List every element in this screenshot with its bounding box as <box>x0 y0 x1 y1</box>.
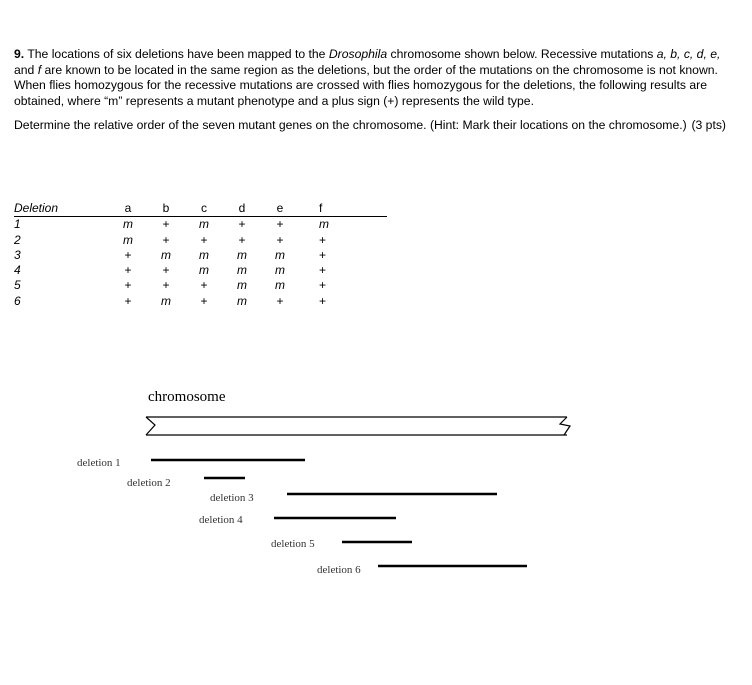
table-cell: m <box>237 263 247 278</box>
deletion-6 <box>317 564 527 576</box>
column-header: c <box>185 201 223 217</box>
deletion-number: 2 <box>14 232 21 247</box>
gene-f: f <box>37 62 42 77</box>
table-cell: + <box>319 247 327 262</box>
table-cell: m <box>275 278 285 293</box>
table-cell: + <box>276 217 284 232</box>
column-header: d <box>223 201 261 217</box>
deletion-number: 3 <box>14 247 21 262</box>
column-header: a <box>109 201 147 217</box>
deletion-3 <box>210 492 497 504</box>
table-cell: m <box>161 247 171 262</box>
deletion-1 <box>77 457 305 469</box>
chromosome-label: chromosome <box>148 389 226 405</box>
table-cell: + <box>319 293 327 308</box>
deletion-label: deletion 4 <box>199 514 243 526</box>
table-cell: + <box>238 232 246 247</box>
species-name: Drosophila <box>328 47 388 61</box>
deletion-5 <box>271 538 412 550</box>
points-label: (3 pts) <box>691 118 726 132</box>
deletion-number: 5 <box>14 278 21 293</box>
table-cell: m <box>161 293 171 308</box>
question-number: 9. <box>14 47 25 61</box>
table-cell: + <box>319 278 327 293</box>
deletion-number: 6 <box>14 293 21 308</box>
deletion-number: 4 <box>14 263 21 278</box>
table-cell: m <box>237 293 247 308</box>
table-cell: m <box>237 278 247 293</box>
chromosome-bar <box>146 417 570 435</box>
table-cell: m <box>237 247 247 262</box>
table-cell: + <box>124 278 132 293</box>
table-cell: + <box>162 263 170 278</box>
table-cell: + <box>162 278 170 293</box>
table-cell: m <box>123 232 133 247</box>
table-cell: + <box>124 263 132 278</box>
column-header: f <box>299 201 387 217</box>
table-cell: + <box>124 247 132 262</box>
table-cell: + <box>238 217 246 232</box>
deletion-4 <box>199 514 396 526</box>
table-cell: + <box>319 232 327 247</box>
table-cell: m <box>123 217 133 232</box>
table-cell: + <box>276 232 284 247</box>
deletion-label: deletion 6 <box>317 564 361 576</box>
question-text: 9. The locations of six deletions have been mapped to the Drosophila chromosome shown below. Recessive mutations a, b, c, d, e, and f are known to be located in the same region as the deletions, but the order of the mutations on the chromosome is not known. When flies homozygous for the recessive mutations are crossed with flies homozygous for the deletions, the following results are obtained, where “m” represents a mutant phenotype and a plus sign (+) represents the wild type. <box>14 47 721 108</box>
table-cell: + <box>276 293 284 308</box>
table-cell: + <box>124 293 132 308</box>
table-cell: m <box>319 217 329 232</box>
question-instruction: Determine the relative order of the seven mutant genes on the chromosome. (Hint: Mark their locations on the chromosome.) (3 pts) <box>14 118 726 132</box>
deletion-header: Deletion <box>14 201 109 217</box>
table-cell: + <box>200 278 208 293</box>
table-cell: + <box>200 232 208 247</box>
table-cell: m <box>199 217 209 232</box>
column-header: b <box>147 201 185 217</box>
deletion-label: deletion 1 <box>77 457 121 469</box>
table-cell: m <box>275 263 285 278</box>
deletion-number: 1 <box>14 217 21 232</box>
deletion-label: deletion 5 <box>271 538 315 550</box>
table-cell: + <box>200 293 208 308</box>
table-cell: m <box>275 247 285 262</box>
deletion-label: deletion 3 <box>210 492 254 504</box>
genes-list: a, b, c, d, e, <box>656 47 721 61</box>
deletion-2 <box>127 477 245 489</box>
table-cell: + <box>319 263 327 278</box>
table-cell: + <box>162 217 170 232</box>
deletion-label: deletion 2 <box>127 477 171 489</box>
column-header: e <box>261 201 299 217</box>
table-cell: + <box>162 232 170 247</box>
table-cell: m <box>199 263 209 278</box>
table-cell: m <box>199 247 209 262</box>
